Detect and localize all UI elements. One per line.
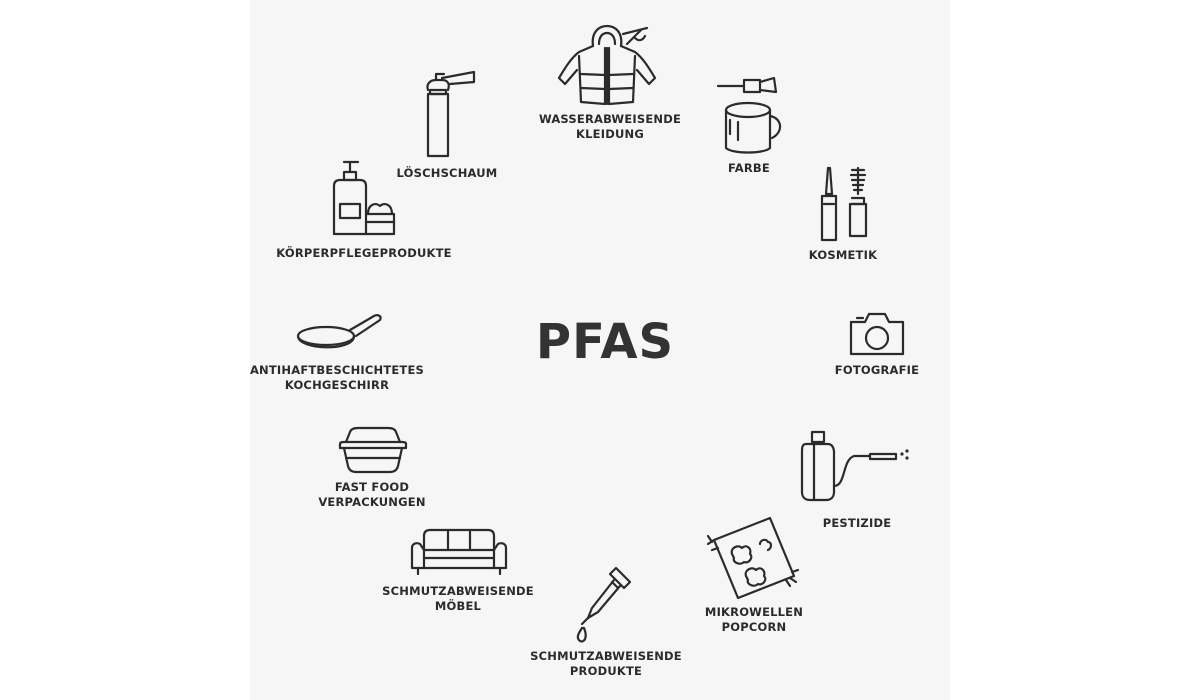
- frying-pan-icon: [294, 312, 386, 358]
- item-label: SCHMUTZABWEISENDE PRODUKTE: [530, 649, 682, 678]
- jacket-icon: [555, 22, 660, 112]
- cosmetics-icon: [818, 164, 870, 244]
- item-label: PESTIZIDE: [822, 516, 892, 530]
- popcorn-bag-icon: [704, 514, 800, 600]
- sprayer-icon: [800, 430, 912, 506]
- item-label: KÖRPERPFLEGEPRODUKTE: [276, 246, 452, 260]
- paint-bucket-icon: [712, 76, 788, 158]
- item-label: ANTIHAFTBESCHICHTETES KOCHGESCHIRR: [249, 363, 425, 392]
- item-label: FAST FOOD VERPACKUNGEN: [318, 480, 426, 509]
- item-label: WASSERABWEISENDE KLEIDUNG: [538, 112, 682, 141]
- item-label: FOTOGRAFIE: [834, 363, 920, 377]
- camera-icon: [847, 310, 907, 358]
- dropper-icon: [572, 564, 636, 644]
- item-label: FARBE: [728, 161, 770, 175]
- item-label: KOSMETIK: [808, 248, 878, 262]
- center-title: PFAS: [535, 314, 675, 370]
- item-label: LÖSCHSCHAUM: [396, 166, 498, 180]
- fire-extinguisher-icon: [418, 70, 478, 162]
- food-box-icon: [336, 426, 410, 476]
- sofa-icon: [408, 528, 510, 578]
- item-label: MIKROWELLEN POPCORN: [704, 605, 804, 634]
- item-label: SCHMUTZABWEISENDE MÖBEL: [382, 584, 534, 613]
